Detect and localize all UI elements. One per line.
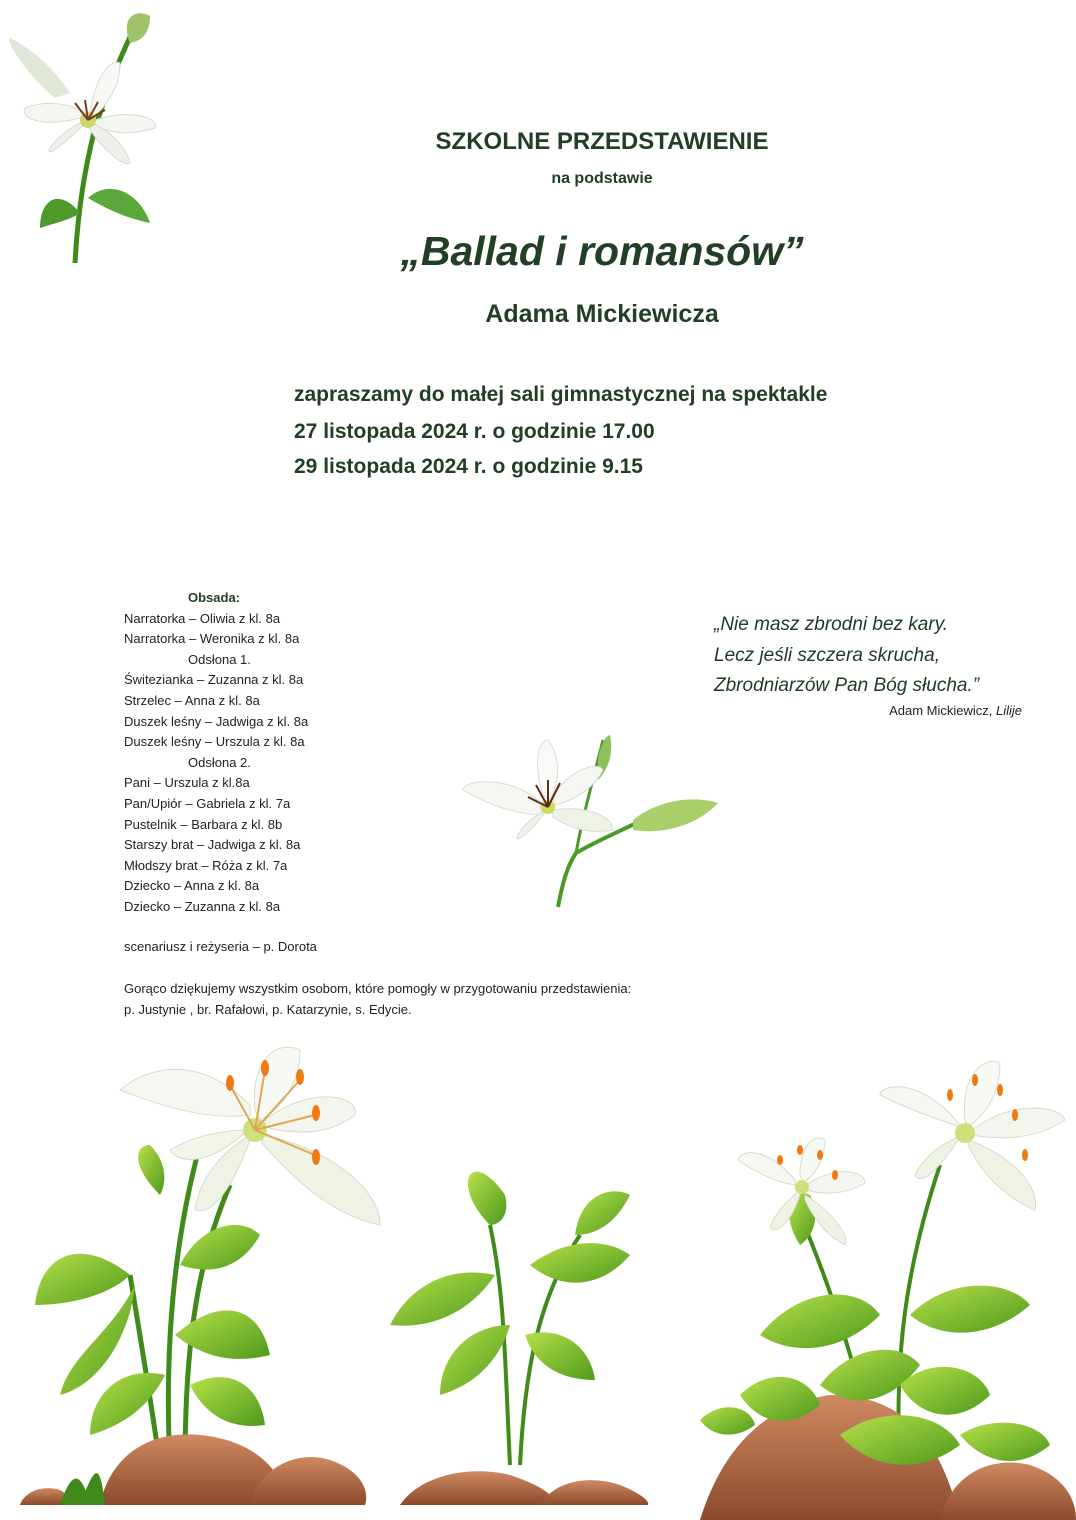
thanks-names: p. Justynie , br. Rafałowi, p. Katarzynie, s. Edycie. — [124, 1002, 412, 1017]
rock-icon — [20, 1434, 366, 1505]
lily-plant-right — [700, 1061, 1076, 1520]
cast-item: Narratorka – Weronika z kl. 8a — [124, 631, 300, 647]
cast-heading: Obsada: — [188, 590, 241, 605]
white-lily-icon — [458, 735, 723, 910]
cast-item: Duszek leśny – Urszula z kl. 8a — [124, 734, 305, 750]
quote-line: Zbrodniarzów Pan Bóg słucha.” — [714, 675, 980, 696]
quote-author — [820, 703, 1022, 718]
quote-line: „Nie masz zbrodni bez kary. — [714, 614, 949, 635]
work-author: Adama Mickiewicza — [485, 300, 719, 328]
cast-item: Dziecko – Anna z kl. 8a — [124, 878, 260, 894]
lily-plant-left — [35, 1047, 380, 1465]
director-credit: scenariusz i reżyseria – p. Dorota — [124, 939, 317, 954]
cast-item: Dziecko – Zuzanna z kl. 8a — [124, 898, 281, 914]
cast-item: Świtezianka – Zuzanna z kl. 8a — [124, 672, 304, 688]
lily-plant-icon — [0, 1035, 1076, 1520]
cast-item: Młodszy brat – Róża z kl. 7a — [124, 857, 288, 873]
rock-icon — [400, 1471, 648, 1505]
cast-item: Narratorka – Oliwia z kl. 8a — [124, 610, 281, 626]
cast-item: Strzelec – Anna z kl. 8a — [124, 692, 260, 708]
cast-item: Pani – Urszula z kl.8a — [124, 775, 250, 791]
quote-author-name: Adam Mickiewicz, — [889, 703, 996, 718]
scene-heading: Odsłona 2. — [188, 754, 251, 770]
quote-line: Lecz jeśli szczera skrucha, — [714, 644, 940, 666]
quote — [714, 610, 979, 702]
work-title: „Ballad i romansów” — [400, 228, 804, 274]
cast-item: Pan/Upiór – Gabriela z kl. 7a — [124, 795, 291, 811]
scene-heading: Odsłona 1. — [188, 651, 251, 667]
thanks-line: Gorąco dziękujemy wszystkim osobom, które pomogły w przygotowaniu przedstawienia: — [124, 981, 632, 996]
poster-subtitle: na podstawie — [551, 170, 653, 187]
poster-title: SZKOLNE PRZEDSTAWIENIE — [435, 128, 769, 155]
lily-plant-middle — [390, 1172, 630, 1465]
cast-item: Pustelnik – Barbara z kl. 8b — [124, 816, 283, 832]
cast-item: Duszek leśny – Jadwiga z kl. 8a — [124, 713, 309, 729]
quote-source: Lilije — [995, 703, 1022, 718]
performance-date-2: 29 listopada 2024 r. o godzinie 9.15 — [294, 455, 643, 478]
invitation-line: zapraszamy do małej sali gimnastycznej na spektakle — [294, 383, 828, 406]
performance-date-1: 27 listopada 2024 r. o godzinie 17.00 — [294, 420, 655, 443]
cast-item: Starszy brat – Jadwiga z kl. 8a — [124, 837, 301, 853]
